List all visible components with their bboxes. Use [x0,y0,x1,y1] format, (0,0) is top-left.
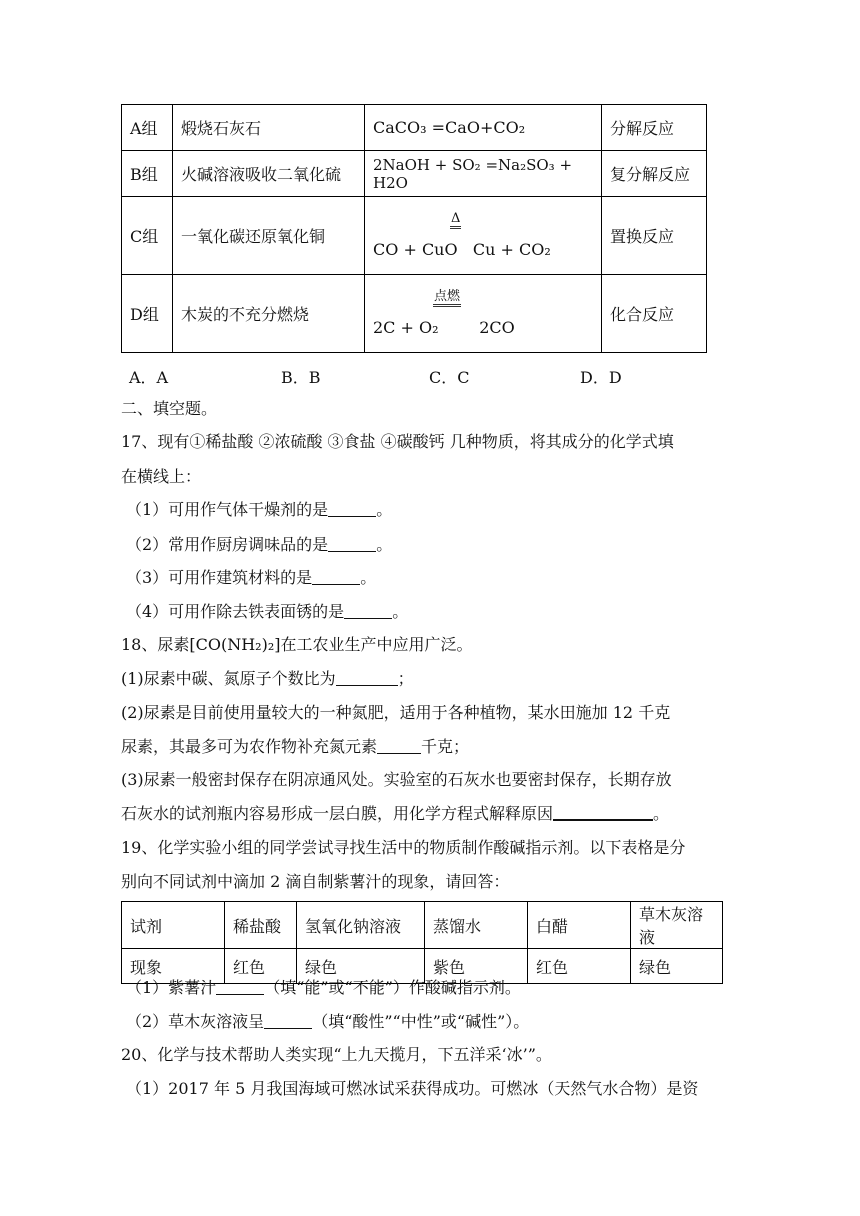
q18-stem: 18、尿素[CO(NH₂)₂]在工农业生产中应用广泛。 [121,635,473,654]
question-text: （3）可用作建筑材料的是 [126,568,313,587]
table-cell: 试剂 [122,902,225,949]
reaction-table [121,104,707,353]
question-text: 千克； [421,737,470,756]
q19-stem-cont: 别向不同试剂中滴加 2 滴自制紫薯汁的现象，请回答： [121,872,510,891]
table-cell: 稀盐酸 [225,902,297,949]
answer-blank[interactable] [336,671,398,686]
table-cell: 红色 [225,949,297,984]
table-cell: 现象 [122,949,225,984]
question-text: （1）可用作气体干燥剂的是 [126,500,329,519]
question-text: 尿素，其最多可为农作物补充氮元素 [121,737,378,756]
option-a[interactable]: A．A [129,368,169,387]
q20-part-1: （1）2017 年 5 月我国海域可燃冰试采获得成功。可燃冰（天然气水合物）是资 [126,1079,699,1098]
equation-text: CO + CuO Cu + CO₂ [373,239,551,259]
table-cell: 氢氧化钠溶液 [297,902,425,949]
type-cell: 复分解反应 [602,151,707,197]
table-cell: 草木灰溶液 [631,902,723,949]
q17-part-1 [126,500,392,520]
question-text: （2）草木灰溶液呈 [126,1012,265,1031]
question-text: (1)尿素中碳、氮原子个数比为 [121,669,336,688]
punct: 。 [653,804,670,823]
reaction-condition: Δ [450,212,461,229]
desc-cell: 木炭的不充分燃烧 [173,275,365,353]
table-cell: 蒸馏水 [425,902,528,949]
answer-blank[interactable] [264,1014,312,1029]
desc-cell: 火碱溶液吸收二氧化硫 [173,151,365,197]
punct: ； [397,669,414,688]
q18-part-2: (2)尿素是目前使用量较大的一种氮肥，适用于各种植物，某水田施加 12 千克 [121,703,671,722]
table-row [122,902,723,949]
equation-text: 2C + O₂ 2CO [373,317,515,337]
equation-cell [365,275,602,353]
q17-stem-cont: 在横线上： [121,467,202,486]
section-title: 二、填空题。 [121,399,218,418]
table-row [122,105,707,151]
q18-part-2-cont [121,737,469,757]
answer-blank[interactable] [216,980,264,995]
q18-part-1 [121,669,414,689]
table-cell: 红色 [528,949,631,984]
option-d[interactable]: D．D [580,368,622,387]
question-text: （1）紫薯汁 [126,978,217,997]
group-cell: C组 [122,197,173,275]
equation-cell: CaCO₃ =CaO+CO₂ [365,105,602,151]
group-cell: D组 [122,275,173,353]
table-cell: 紫色 [425,949,528,984]
answer-blank[interactable] [553,805,653,821]
group-cell: B组 [122,151,173,197]
question-text: 石灰水的试剂瓶内容易形成一层白膜，用化学方程式解释原因 [121,804,554,823]
table-row [122,151,707,197]
q17-stem: 17、现有①稀盐酸 ②浓硫酸 ③食盐 ④碳酸钙 几种物质，将其成分的化学式填 [121,432,674,451]
indicator-table [121,901,723,984]
q17-part-4 [126,602,408,622]
q19-part-1 [126,978,521,998]
type-cell: 化合反应 [602,275,707,353]
punct: 。 [376,535,393,554]
table-cell: 白醋 [528,902,631,949]
q17-part-2 [126,535,392,555]
question-text: （2）常用作厨房调味品的是 [126,535,329,554]
answer-blank[interactable] [328,502,376,517]
equation-cell: 2NaOH + SO₂ =Na₂SO₃ + H2O [365,151,602,197]
table-cell: 绿色 [631,949,723,984]
table-cell: 绿色 [297,949,425,984]
question-text: （4）可用作除去铁表面锈的是 [126,602,345,621]
desc-cell: 煅烧石灰石 [173,105,365,151]
q18-part-3-cont [121,804,669,824]
q20-stem: 20、化学与技术帮助人类实现“上九天揽月，下五洋采‘冰’”。 [121,1045,552,1064]
question-text: （填“酸性”“中性”或“碱性”）。 [312,1012,530,1031]
option-b[interactable]: B．B [281,368,321,387]
type-cell: 分解反应 [602,105,707,151]
question-text: （填“能”或“不能”）作酸碱指示剂。 [264,978,521,997]
table-row [122,197,707,275]
q18-part-3: (3)尿素一般密封保存在阴凉通风处。实验室的石灰水也要密封保存，长期存放 [121,770,672,789]
answer-blank[interactable] [312,570,360,585]
equation-cell [365,197,602,275]
punct: 。 [360,568,377,587]
punct: 。 [392,602,409,621]
q17-part-3 [126,568,376,588]
desc-cell: 一氧化碳还原氧化铜 [173,197,365,275]
answer-blank[interactable] [344,604,392,619]
q19-stem: 19、化学实验小组的同学尝试寻找生活中的物质制作酸碱指示剂。以下表格是分 [121,838,686,857]
table-row [122,275,707,353]
answer-blank[interactable] [377,739,421,754]
reaction-condition: 点燃 [433,290,461,307]
punct: 。 [376,500,393,519]
type-cell: 置换反应 [602,197,707,275]
q19-part-2 [126,1012,529,1032]
option-c[interactable]: C．C [429,368,470,387]
group-cell: A组 [122,105,173,151]
answer-blank[interactable] [328,537,376,552]
